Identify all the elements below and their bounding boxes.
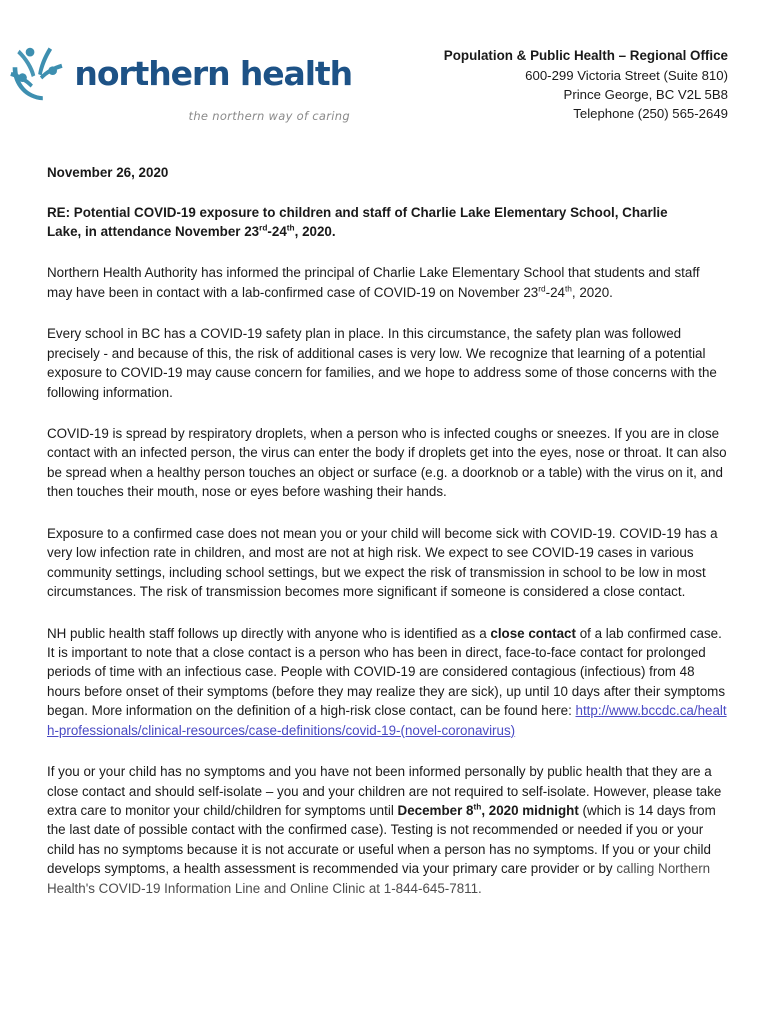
subject-text-2: -24 [267,224,287,240]
logo-wordmark: northern health [74,53,352,93]
paragraph-close-contact [47,602,728,741]
paragraph-transmission: COVID-19 is spread by respiratory droplets, when a person who is infected coughs or sneezes. If you are in close contact with an infected person, the virus can enter the body if droplets get into the eyes, nose or throat. It can also be spread when a healthy person touches an object or surface (e.g. a doorknob or a table) with the virus on it, and then touches their mouth, nose or eyes before washing their hands. [47,426,727,500]
p5-bold-close-contact: close contact [490,625,576,641]
p5-text-2: of a lab confirmed case. It is important to note that a close contact is a person who has been in direct, face-to-face contact for prolonged periods of time with an infectious case. People with COVID-19 are considered contagious (infectious) from 48 hours before onset of their symptoms (before they may realize they are sick), up until 10 days after their symptoms began. More information on the definition of a high-risk close contact, can be found here: [47,625,726,719]
letter-date: November 26, 2020 [47,165,169,181]
paragraph-self-isolation [47,740,728,898]
p1-sup-rd: rd [538,283,546,294]
p6-bold-date-1: December 8 [397,803,474,819]
subject-text-1: RE: Potential COVID-19 exposure to children and staff of Charlie Lake Elementary School, Charlie Lake, in attendance November 23 [47,205,668,240]
address-organization: Population & Public Health – Regional Office [443,48,728,63]
paragraph-exposure-risk: Exposure to a confirmed case does not mean you or your child will become sick with COVID-19. COVID-19 has a very low infection rate in children, and most are not at high risk. We expect to see COVID-19 cases in various community settings, including school settings, but we expect the risk of transmission in school to be low in most circumstances. The risk of transmission becomes more significant if someone is considered a close contact. [47,525,718,600]
p1-text-2: -24 [545,284,565,300]
northern-health-logo-mark-icon [8,44,66,102]
p5-text-1: NH public health staff follows up directly with anyone who is identified as a [47,625,491,641]
logo-tagline: the northern way of caring [188,109,350,123]
subject-text-3: , 2020. [294,224,336,240]
paragraph-notification [47,241,728,302]
p1-sup-th: th [565,283,572,294]
subject-sup-rd: rd [259,222,268,233]
letter-subject [47,203,728,241]
letterhead [0,0,768,123]
paragraph-safety-plan: Every school in BC has a COVID-19 safety plan in place. In this circumstance, the safety plan was followed precisely - and because of this, the risk of additional cases is very low. We recognize that learning of a potential exposure to COVID-19 may cause concern for families, and we hope to address some of those concerns with the following information. [47,326,717,400]
logo-row [8,44,352,102]
letter-body [0,165,768,898]
northern-health-logo [52,42,352,123]
p6-text-2: (which is 14 days from the last date of possible contact with the confirmed case). Testing is not recommended or needed if you or your child has no symptoms because it is not accurate or useful when a person has no symptoms. If you or your child develops symptoms, a health assessment is recommended via your primary care provider or by [47,803,716,877]
p1-text-3: , 2020. [571,284,613,300]
p1-text-1: Northern Health Authority has informed the principal of Charlie Lake Elementary School that students and staff may have been in contact with a lab-confirmed case of COVID-19 on November 23 [47,265,700,300]
address-street: 600-299 Victoria Street (Suite 810) [525,67,728,83]
subject-sup-th: th [286,222,295,233]
p6-sup-th: th [473,801,482,812]
address-telephone: Telephone (250) 565-2649 [573,106,728,122]
p6-contact-info: calling Northern Health's COVID-19 Information Line and Online Clinic at 1-844-645-7811. [47,861,711,896]
p6-bold-date-2: , 2020 midnight [481,803,579,819]
p6-text-1: If you or your child has no symptoms and you have not been informed personally by public health that they are a close contact and should self-isolate – you and your children are not required to self-isolate. However, please take extra care to monitor your child/children for symptoms until [47,764,722,819]
address-city: Prince George, BC V2L 5B8 [563,86,728,102]
bccdc-case-definitions-link[interactable]: http://www.bccdc.ca/health-professionals/clinical-resources/case-definitions/covid-19-(novel-coronavirus) [47,703,727,738]
return-address [444,42,728,123]
